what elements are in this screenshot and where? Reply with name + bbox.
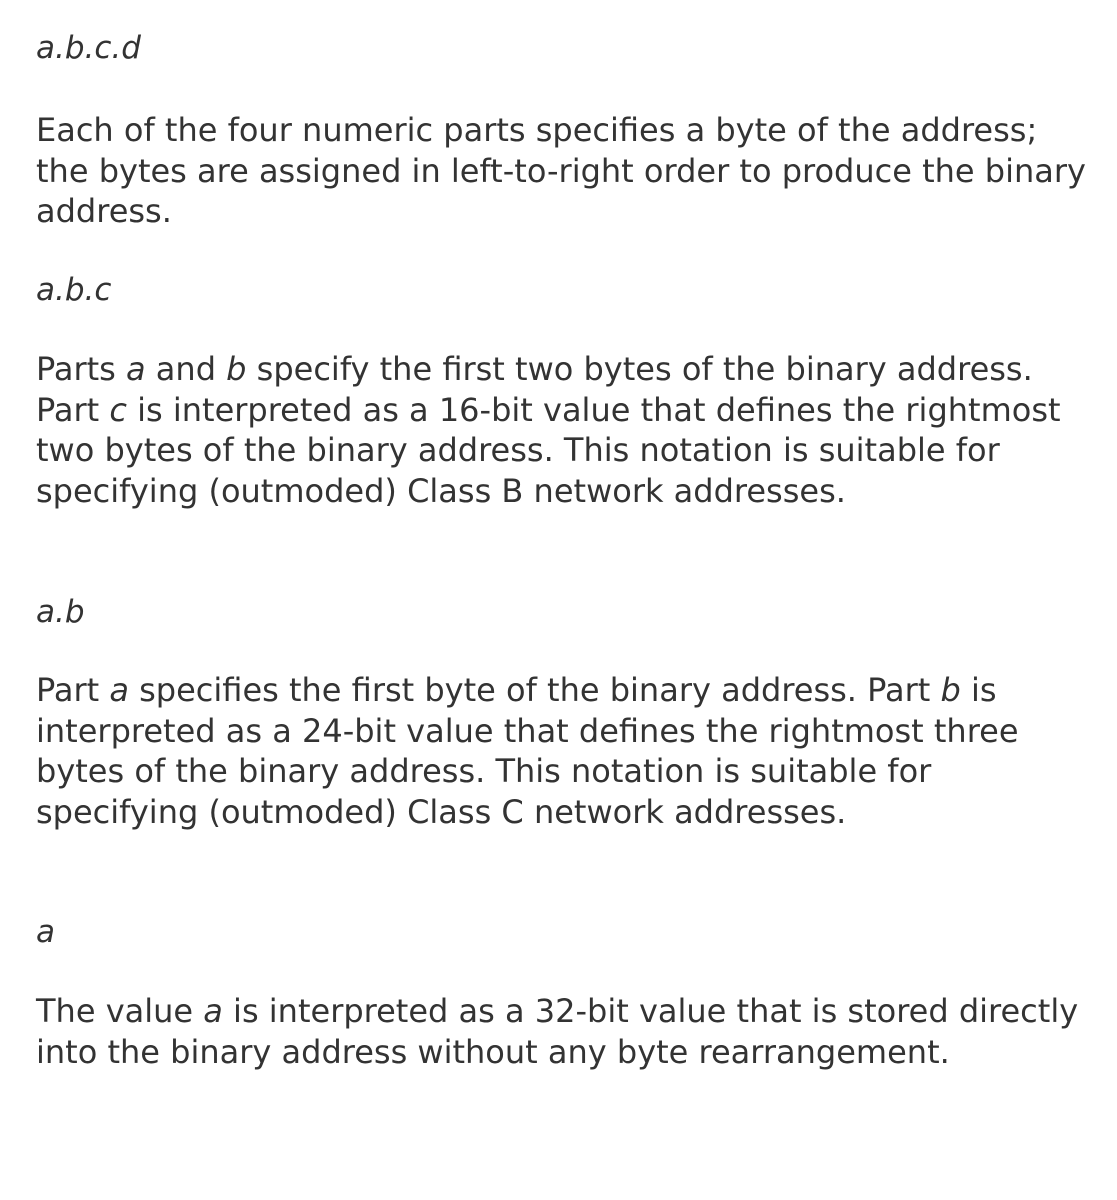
- description-abc: Parts a and b specify the first two bytes of the binary address. Part c is interpreted as a 16-bit value that defines the rightmost two bytes of the binary address. This notation is suitable for specifying (outmoded) Class B network addresses.: [36, 350, 1061, 510]
- term-abcd: a.b.c.d: [36, 30, 141, 66]
- term-a: a: [36, 914, 55, 950]
- description-a: The value a is interpreted as a 32-bit value that is stored directly into the binary address without any byte rearrangement.: [36, 992, 1079, 1071]
- description-abcd: Each of the four numeric parts specifies a byte of the address; the bytes are assigned in left-to-right order to produce the binary address.: [36, 111, 1086, 230]
- term-abc: a.b.c: [36, 272, 112, 308]
- term-ab: a.b: [36, 594, 85, 630]
- description-ab: Part a specifies the first byte of the binary address. Part b is interpreted as a 24-bit value that defines the rightmost three bytes of the binary address. This notation is suitable for specifying (outmoded) Class C network addresses.: [36, 671, 1019, 831]
